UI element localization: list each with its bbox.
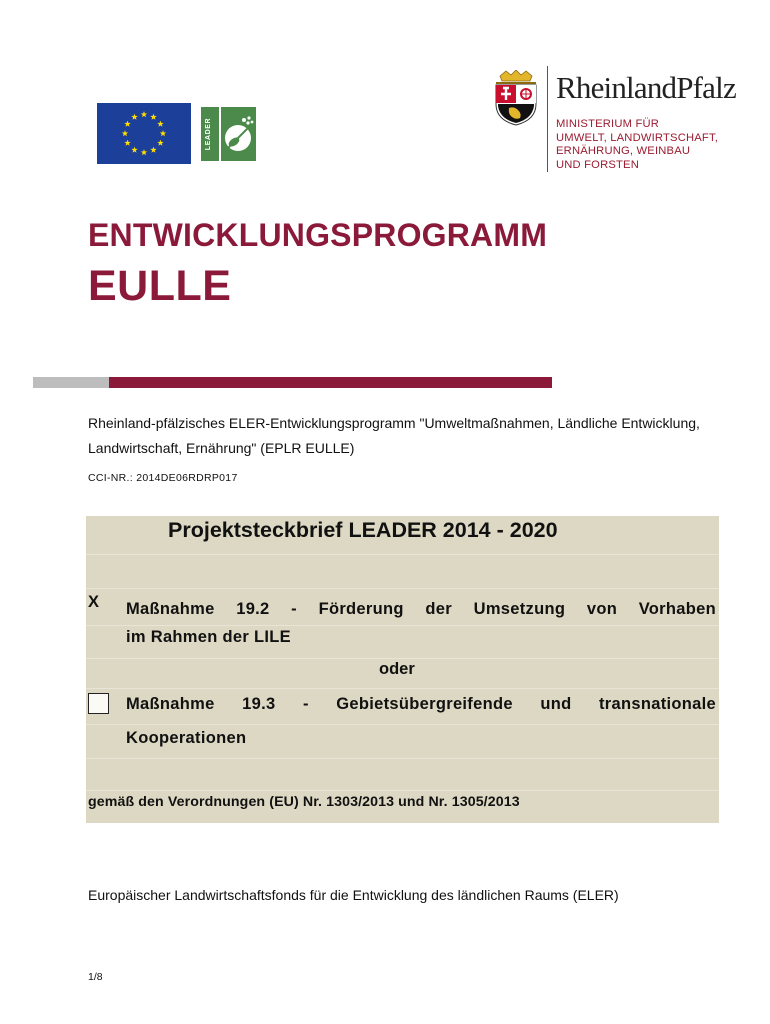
ministry-line: UND FORSTEN [556, 158, 639, 171]
leader-logo-icon [200, 106, 257, 162]
measure-19-3-continued: Kooperationen [126, 729, 247, 747]
eu-star-icon [141, 149, 147, 155]
eu-star-icon [124, 140, 130, 146]
measure-19-3: Maßnahme 19.3 - Gebietsübergreifende und transnationale [126, 695, 716, 713]
cci-number: CCI-NR.: 2014DE06RDRP017 [88, 472, 238, 484]
box-rule [86, 588, 719, 589]
state-wordmark: RheinlandPfalz [556, 70, 736, 105]
eu-star-icon [131, 147, 137, 153]
box-rule [86, 658, 719, 659]
box-rule [86, 554, 719, 555]
box-rule [86, 724, 719, 725]
document-title-line2: EULLE [88, 262, 232, 310]
selected-mark: X [88, 593, 100, 611]
oder-label: oder [379, 660, 415, 678]
eu-star-icon [160, 130, 166, 136]
box-title: Projektsteckbrief LEADER 2014 - 2020 [168, 518, 558, 542]
page-number: 1/8 [88, 971, 103, 983]
measure-19-2: Maßnahme 19.2 - Förderung der Umsetzung von Vorhaben [126, 600, 716, 618]
rhineland-palatinate-crest-icon [492, 70, 540, 126]
title-bar-grey [33, 377, 109, 388]
ministry-line: MINISTERIUM FÜR [556, 118, 660, 130]
svg-text:LEADER: LEADER [205, 117, 212, 151]
ministry-line: ERNÄHRUNG, WEINBAU [556, 145, 691, 157]
fund-name: Europäischer Landwirtschaftsfonds für die Entwicklung des ländlichen Raums (ELER) [88, 887, 619, 903]
ministry-name [556, 118, 718, 172]
eu-star-icon [122, 130, 128, 136]
regulation-reference: gemäß den Verordnungen (EU) Nr. 1303/2013 und Nr. 1305/2013 [88, 794, 520, 810]
eu-star-icon [131, 114, 137, 120]
box-rule [86, 758, 719, 759]
eu-star-icon [157, 121, 163, 127]
box-rule [86, 688, 719, 689]
measure-19-3-checkbox[interactable] [88, 693, 109, 714]
box-rule [86, 790, 719, 791]
measure-19-2-continued: im Rahmen der LILE [126, 628, 291, 646]
eu-star-icon [150, 114, 156, 120]
eu-star-icon [141, 111, 147, 117]
eu-star-icon [157, 140, 163, 146]
logo-divider [547, 66, 548, 172]
eu-star-icon [124, 121, 130, 127]
eu-star-icon [150, 147, 156, 153]
title-bar-red [109, 377, 552, 388]
eu-flag-icon [97, 103, 191, 164]
document-title-line1: ENTWICKLUNGSPROGRAMM [88, 217, 548, 253]
program-description: Rheinland-pfälzisches ELER-Entwicklungsprogramm "Umweltmaßnahmen, Ländliche Entwicklung, Landwirtschaft, Ernährung" (EPLR EULLE) [88, 415, 700, 456]
ministry-line: UMWELT, LANDWIRTSCHAFT, [556, 131, 719, 144]
